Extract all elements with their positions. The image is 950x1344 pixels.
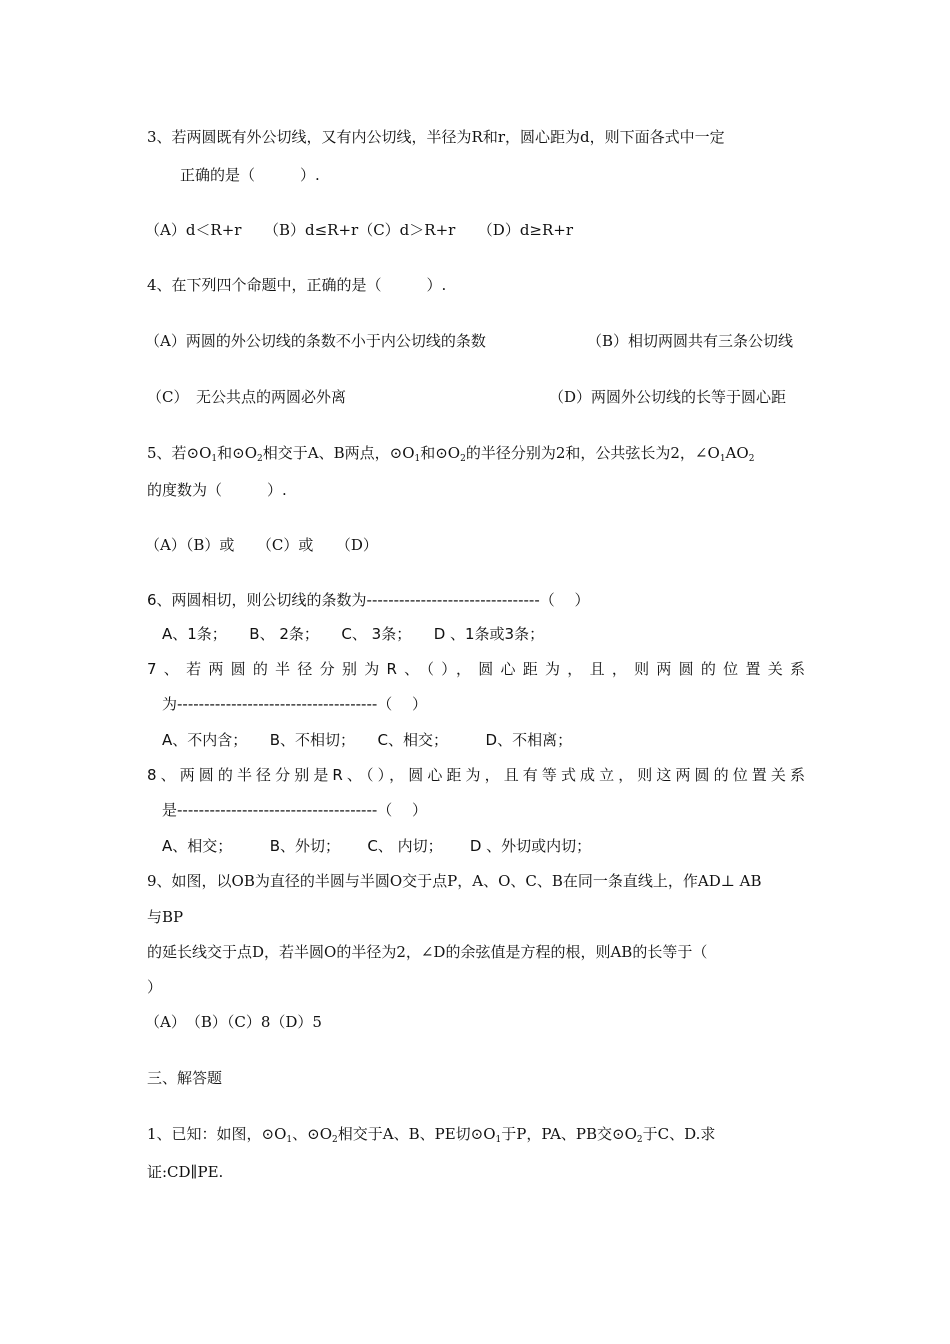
q8-options: A、相交； B、外切； C、 内切； D 、外切或内切； <box>162 837 592 855</box>
q5-text-5: 的半径分别为2和，公共弦长为2，∠O <box>465 444 720 462</box>
q7-line1: 7、若两圆的半径分别为R、（），圆心距为，且，则两圆的位置关系 <box>147 660 805 678</box>
q5-text-3: 相交于A、B两点，⊙O <box>262 444 415 462</box>
q3-line1: 3、若两圆既有外公切线，又有内公切线，半径为R和r，圆心距为d，则下面各式中一定 <box>147 128 725 146</box>
a1-sub-4: 2 <box>636 1135 643 1145</box>
q7-options: A、不内含； B、不相切； C、相交； D、不相离； <box>162 731 573 749</box>
q5-options: （A）（B）或 （C）或 （D） <box>145 536 378 554</box>
a1-text-2: 、⊙O <box>292 1125 333 1143</box>
q6-stem: 6、两圆相切，则公切线的条数为--------------------------------（ ） <box>147 591 590 609</box>
q4-option-d: （D）两圆外公切线的长等于圆心距 <box>549 388 787 406</box>
q9-options: （A） （B）（C）8（D）5 <box>145 1013 322 1031</box>
q3-options: （A）d＜R+r （B）d≤R+r（C）d＞R+r （D）d≥R+r <box>145 221 574 239</box>
section-title: 三、解答题 <box>147 1069 223 1087</box>
q9-line3: 的延长线交于点D，若半圆O的半径为2，∠D的余弦值是方程的根，则AB的长等于（ <box>147 943 708 961</box>
q5-line1 <box>147 443 754 463</box>
q5-sub-6: 2 <box>748 454 755 464</box>
q5-line2: 的度数为（ ）. <box>147 481 287 499</box>
a1-sub-3: 1 <box>495 1135 502 1145</box>
q4-option-a: （A）两圆的外公切线的条数不小于内公切线的条数 <box>145 332 486 350</box>
a1-text-5: 于C、D.求 <box>642 1125 716 1143</box>
q9-line1: 9、如图，以OB为直径的半圆与半圆O交于点P，A、O、C、B在同一条直线上，作AD⊥ AB <box>147 872 762 890</box>
a1-sub-2: 2 <box>332 1135 338 1145</box>
q4-option-b: （B）相切两圆共有三条公切线 <box>587 332 794 350</box>
q9-line2: 与BP <box>147 908 184 926</box>
q6-options: A、1条； B、 2条； C、 3条； D 、1条或3条； <box>162 625 545 643</box>
q4-stem: 4、在下列四个命题中，正确的是（ ）. <box>147 276 447 294</box>
a1-line1 <box>147 1124 715 1144</box>
a1-sub-1: 1 <box>286 1135 293 1145</box>
q8-line1: 8、两圆的半径分别是R、（），圆心距为，且有等式成立，则这两圆的位置关系 <box>147 766 805 784</box>
a1-text-4: 于P，PA、PB交⊙O <box>501 1125 637 1143</box>
q5-text-6: AO <box>725 444 749 462</box>
q8-line2: 是-------------------------------------（ ） <box>162 801 428 819</box>
q5-text-1: 5、若⊙O <box>147 444 212 462</box>
q7-line2: 为-------------------------------------（ ） <box>162 695 428 713</box>
q3-line2: 正确的是（ ）. <box>180 166 320 184</box>
q5-text-4: 和⊙O <box>420 444 461 462</box>
a1-line2: 证:CD∥PE. <box>147 1163 224 1181</box>
q5-sub-3: 1 <box>414 454 421 464</box>
a1-text-3: 相交于A、B、PE切⊙O <box>337 1125 496 1143</box>
q5-sub-4: 2 <box>460 454 466 464</box>
q5-sub-2: 2 <box>257 454 263 464</box>
q5-sub-1: 1 <box>211 454 218 464</box>
q9-line4: ） <box>147 978 163 996</box>
a1-text-1: 1、已知：如图，⊙O <box>147 1125 287 1143</box>
q5-sub-5: 1 <box>719 454 726 464</box>
q4-option-c: （C） 无公共点的两圆必外离 <box>147 388 346 406</box>
q5-text-2: 和⊙O <box>217 444 258 462</box>
